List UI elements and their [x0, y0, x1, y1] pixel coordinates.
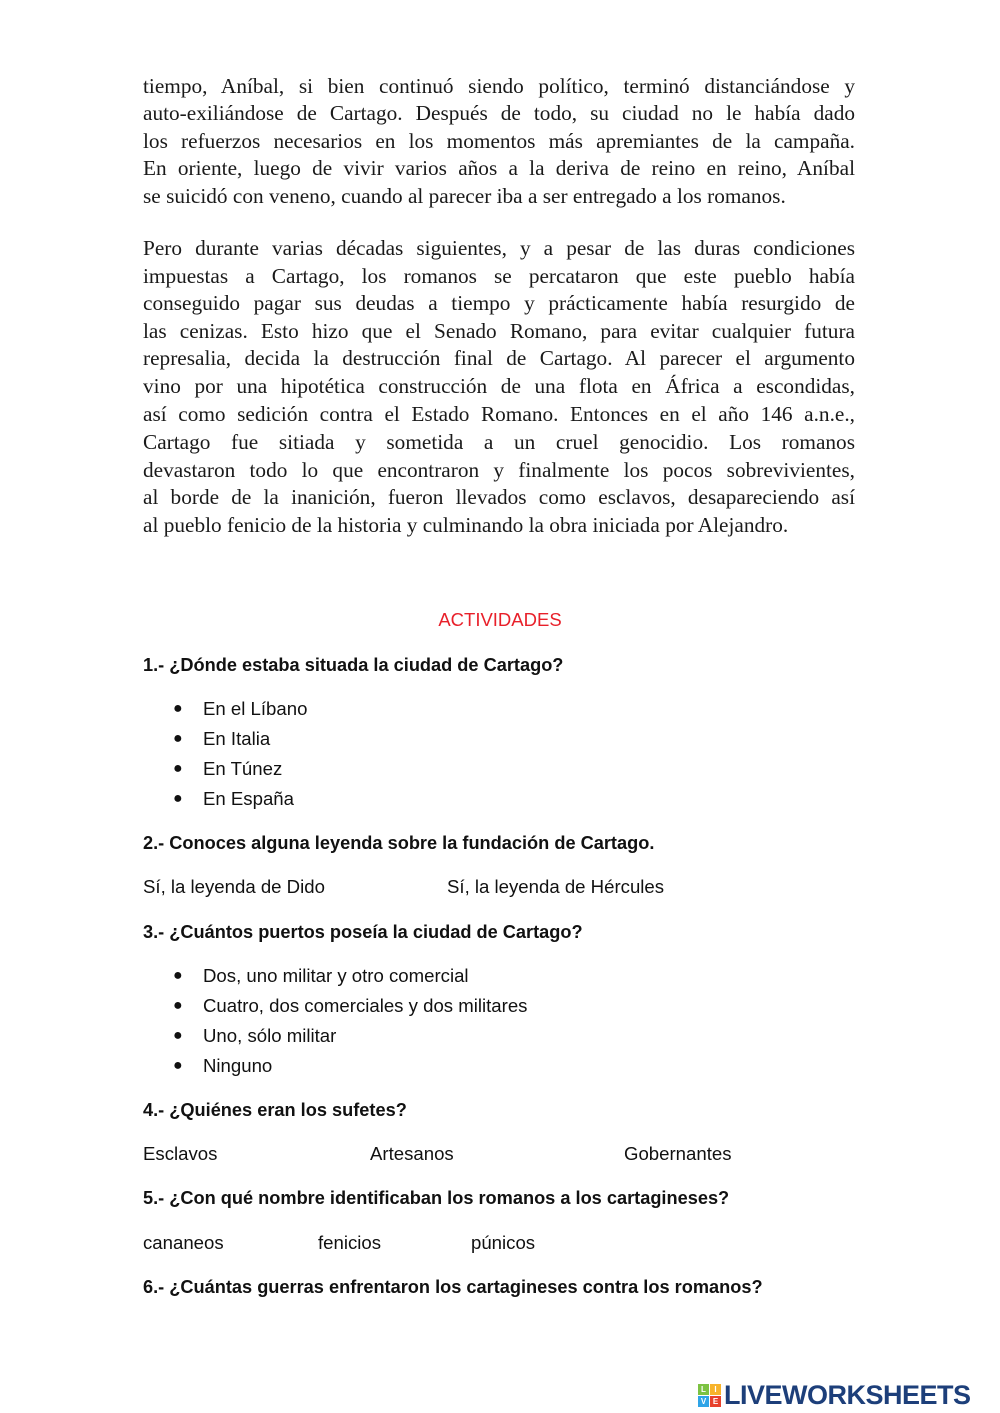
question-1: 1.- ¿Dónde estaba situada la ciudad de Cartago? [143, 655, 564, 675]
answer-option[interactable]: púnicos [471, 1232, 536, 1253]
paragraph-line: auto-exiliándose de Cartago. Después de todo, su ciudad no le había dado [143, 101, 855, 125]
bullet-icon: ● [173, 790, 183, 807]
paragraph-line: vino por una hipotética construcción de una flota en África a escondidas, [143, 374, 855, 398]
logo-text: LIVEWORKSHEETS [724, 1380, 971, 1410]
answer-option[interactable]: fenicios [318, 1232, 382, 1253]
answer-option[interactable]: Ninguno [203, 1055, 273, 1076]
logo-grid-icon [698, 1384, 721, 1407]
answer-option[interactable]: Uno, sólo militar [203, 1025, 337, 1046]
paragraph-line: los refuerzos necesarios en los momentos más apremiantes de la campaña. [143, 129, 855, 153]
paragraph-line: tiempo, Aníbal, si bien continuó siendo político, terminó distanciándose y [143, 74, 855, 98]
question-6: 6.- ¿Cuántas guerras enfrentaron los cartagineses contra los romanos? [143, 1277, 763, 1297]
bullet-icon: ● [173, 997, 183, 1014]
answer-option[interactable]: En el Líbano [203, 698, 308, 719]
question-5: 5.- ¿Con qué nombre identificaban los romanos a los cartagineses? [143, 1188, 730, 1208]
logo-letter: E [710, 1396, 721, 1407]
paragraph-line: al pueblo fenicio de la historia y culminando la obra iniciada por Alejandro. [143, 513, 789, 537]
bullet-icon: ● [173, 700, 183, 717]
answer-option[interactable]: Esclavos [143, 1143, 218, 1164]
question-4: 4.- ¿Quiénes eran los sufetes? [143, 1100, 407, 1120]
bullet-icon: ● [173, 730, 183, 747]
answer-option[interactable]: Gobernantes [624, 1143, 732, 1164]
logo-letter: L [698, 1384, 709, 1395]
logo-letter: I [710, 1384, 721, 1395]
paragraph-line: devastaron todo lo que encontraron y finalmente los pocos sobrevivientes, [143, 458, 855, 482]
question-3: 3.- ¿Cuántos puertos poseía la ciudad de Cartago? [143, 922, 583, 942]
paragraph-line: impuestas a Cartago, los romanos se percataron que este pueblo había [143, 264, 855, 288]
paragraph-line: En oriente, luego de vivir varios años a la deriva de reino en reino, Aníbal [143, 156, 855, 180]
answer-option[interactable]: Sí, la leyenda de Hércules [447, 876, 665, 897]
paragraph-line: represalia, decida la destrucción final de Cartago. Al parecer el argumento [143, 346, 855, 370]
paragraph-line: al borde de la inanición, fueron llevados como esclavos, desapareciendo así [143, 485, 855, 509]
answer-option[interactable]: Cuatro, dos comerciales y dos militares [203, 995, 528, 1016]
bullet-icon: ● [173, 760, 183, 777]
paragraph-line: Cartago fue sitiada y sometida a un cruel genocidio. Los romanos [143, 430, 855, 454]
paragraph-line: las cenizas. Esto hizo que el Senado Romano, para evitar cualquier futura [143, 319, 855, 343]
logo-letter: V [698, 1396, 709, 1407]
bullet-icon: ● [173, 1057, 183, 1074]
answer-option[interactable]: En Italia [203, 728, 271, 749]
question-2: 2.- Conoces alguna leyenda sobre la fundación de Cartago. [143, 833, 655, 853]
paragraph-line: así como sedición contra el Estado Romano. Entonces en el año 146 a.n.e., [143, 402, 855, 426]
activities-heading: ACTIVIDADES [438, 609, 562, 630]
bullet-icon: ● [173, 967, 183, 984]
bullet-icon: ● [173, 1027, 183, 1044]
answer-option[interactable]: Artesanos [370, 1143, 454, 1164]
answer-option[interactable]: En España [203, 788, 294, 809]
answer-option[interactable]: cananeos [143, 1232, 224, 1253]
liveworksheets-logo [698, 1380, 971, 1411]
answer-option[interactable]: Dos, uno militar y otro comercial [203, 965, 469, 986]
answer-option[interactable]: Sí, la leyenda de Dido [143, 876, 325, 897]
answer-option[interactable]: En Túnez [203, 758, 283, 779]
paragraph-line: se suicidó con veneno, cuando al parecer iba a ser entregado a los romanos. [143, 184, 786, 208]
paragraph-line: Pero durante varias décadas siguientes, y a pesar de las duras condiciones [143, 236, 855, 260]
paragraph-line: conseguido pagar sus deudas a tiempo y prácticamente había resurgido de [143, 291, 855, 315]
